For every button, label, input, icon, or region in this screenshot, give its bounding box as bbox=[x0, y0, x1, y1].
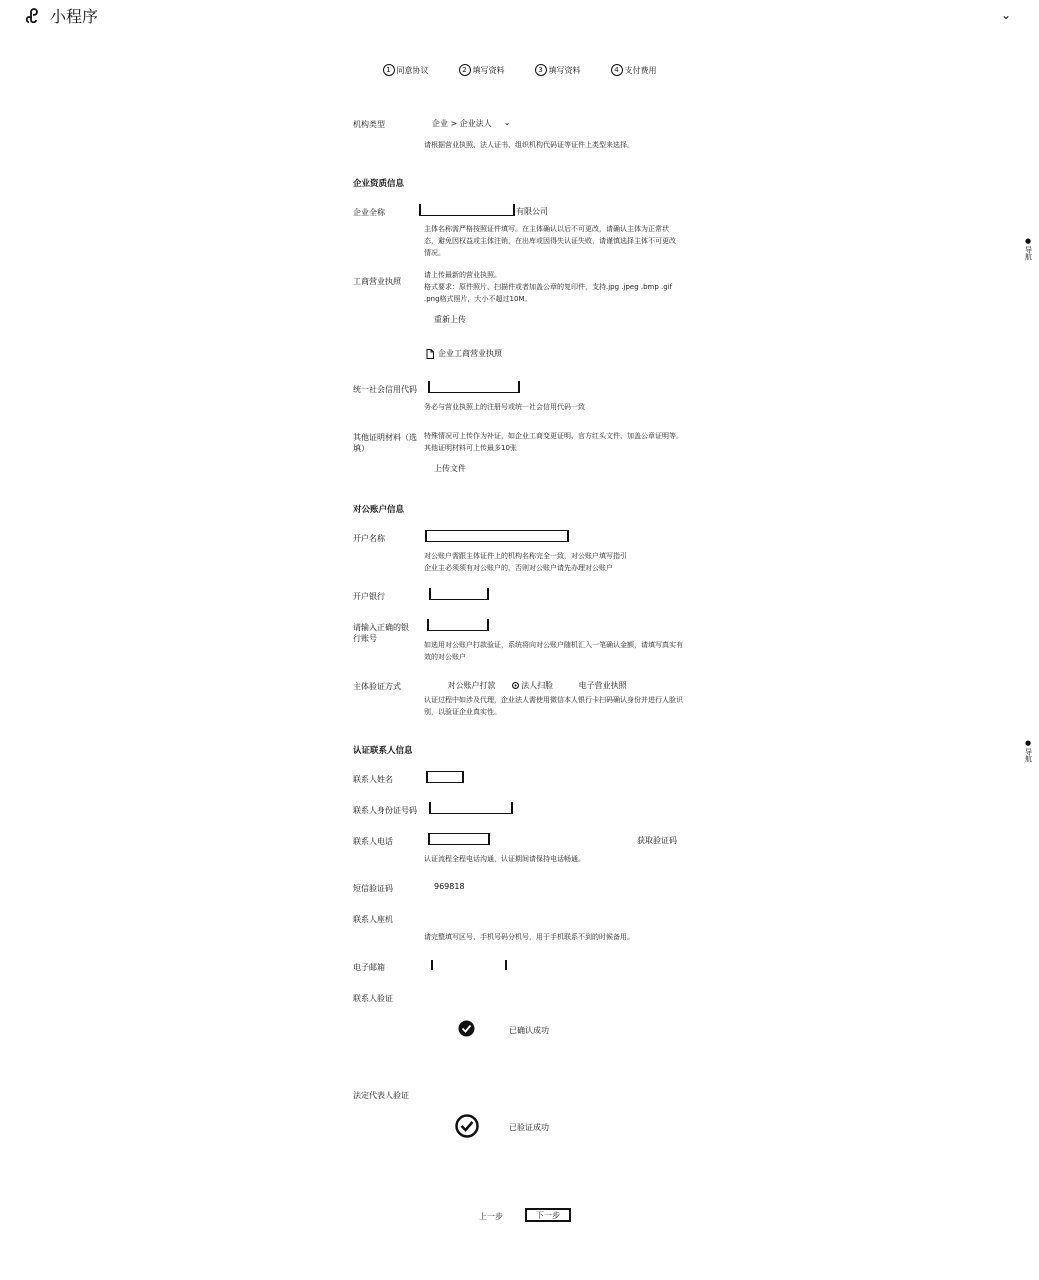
step-1 bbox=[383, 64, 429, 76]
check-circle-icon bbox=[458, 1020, 475, 1037]
radio-checked-icon bbox=[512, 682, 519, 689]
credit-code-help: 务必与营业执照上的注册号或统一社会信用代码一致 bbox=[424, 403, 585, 411]
credit-code-input[interactable] bbox=[428, 381, 520, 393]
email-input[interactable] bbox=[431, 960, 507, 970]
step-number: 4 bbox=[611, 64, 623, 76]
prev-step-button[interactable]: 上一步 bbox=[479, 1212, 503, 1221]
verify-option-transfer[interactable] bbox=[438, 680, 496, 691]
other-proof-label: 其他证明材料（选填） bbox=[353, 433, 417, 453]
account-name-label: 开户名称 bbox=[353, 534, 385, 543]
step-number: 1 bbox=[383, 64, 395, 76]
account-name-input[interactable] bbox=[425, 530, 569, 542]
verify-option-label: 对公账户打款 bbox=[447, 681, 496, 690]
company-name-input[interactable] bbox=[419, 204, 515, 216]
account-name-help bbox=[424, 550, 686, 574]
contact-phone-label: 联系人电话 bbox=[353, 837, 393, 846]
company-name-suffix: 有限公司 bbox=[516, 207, 548, 216]
legal-verify-status: 已验证成功 bbox=[509, 1123, 549, 1132]
account-number-label: 请输入正确的银行账号 bbox=[353, 623, 409, 643]
step-label: 填写资料 bbox=[548, 65, 581, 75]
landline-label: 联系人座机 bbox=[353, 915, 393, 924]
step-label: 支付费用 bbox=[624, 65, 657, 75]
app-brand bbox=[24, 4, 98, 27]
verify-method-help: 认证过程中如涉及代理，企业法人需使用微信本人银行卡扫码确认身份并进行人脸识别，以验证企业真实性。 bbox=[424, 696, 683, 716]
step-label: 同意协议 bbox=[396, 65, 429, 75]
other-proof-help: 特殊情况可上传作为补证，如企业工商变更证明、官方红头文件、加盖公章证明等。其他证明材料可上传最多10张 bbox=[424, 432, 683, 452]
step-2 bbox=[459, 64, 505, 76]
bank-label: 开户银行 bbox=[353, 592, 385, 601]
company-name-help: 主体名称需严格按照证件填写。在主体确认以后不可更改，请确认主体为正常状态，避免因权益或主体注销，在出库或因得失认证失败，请谨慎选择主体不可更改情况。 bbox=[424, 225, 676, 257]
org-type-select[interactable] bbox=[432, 118, 511, 129]
org-type-label: 机构类型 bbox=[353, 120, 385, 129]
qualification-section-title: 企业资质信息 bbox=[353, 179, 405, 189]
contact-phone-help: 认证流程全程电话沟通，认证期间请保持电话畅通。 bbox=[424, 855, 585, 863]
contact-verify-status: 已确认成功 bbox=[509, 1026, 549, 1035]
license-help-line2: 格式要求：原件照片、扫描件或者加盖公章的复印件，支持.jpg .jpeg .bmp .gif .png格式照片，大小不超过10M。 bbox=[424, 283, 673, 303]
miniprogram-logo-icon bbox=[24, 6, 44, 26]
next-step-button[interactable]: 下一步 bbox=[525, 1208, 571, 1222]
side-nav-label: 导航 bbox=[1024, 748, 1033, 762]
verify-option-face[interactable] bbox=[512, 680, 554, 691]
contact-id-label: 联系人身份证号码 bbox=[353, 806, 417, 815]
license-help-line1: 请上传最新的营业执照。 bbox=[424, 271, 501, 279]
circle-icon: ● bbox=[1024, 739, 1032, 747]
company-name-label: 企业全称 bbox=[353, 208, 385, 217]
account-name-help-line1: 对公账户需跟主体证件上的机构名称完全一致，对公账户填写指引 bbox=[424, 552, 627, 560]
contact-name-label: 联系人姓名 bbox=[353, 775, 393, 784]
verify-option-elicense[interactable] bbox=[569, 680, 627, 691]
file-icon bbox=[426, 349, 434, 359]
step-3 bbox=[535, 64, 581, 76]
account-number-input[interactable] bbox=[427, 619, 489, 631]
contact-name-input[interactable] bbox=[426, 771, 464, 783]
verify-option-label: 电子营业执照 bbox=[578, 681, 627, 690]
app-title: 小程序 bbox=[50, 7, 99, 26]
bank-input[interactable] bbox=[429, 588, 489, 600]
step-label: 填写资料 bbox=[472, 65, 505, 75]
upload-file-button[interactable]: 上传文件 bbox=[434, 464, 466, 473]
side-nav-label: 导航 bbox=[1024, 246, 1033, 260]
step-indicator bbox=[0, 64, 1039, 76]
step-number: 3 bbox=[535, 64, 547, 76]
account-name-help-line2: 企业主必须须有对公账户的，否则对公账户请先办理对公账户 bbox=[424, 564, 613, 572]
contact-verify-label: 联系人验证 bbox=[353, 994, 393, 1003]
check-circle-icon bbox=[455, 1114, 479, 1138]
chevron-down-icon[interactable]: ⌄ bbox=[1000, 8, 1011, 22]
verify-option-label: 法人扫脸 bbox=[521, 681, 554, 690]
reupload-button[interactable]: 重新上传 bbox=[434, 315, 466, 324]
verify-method-options bbox=[438, 680, 627, 691]
uploaded-file[interactable] bbox=[426, 348, 502, 359]
side-nav-2[interactable] bbox=[1021, 739, 1035, 762]
circle-icon: ● bbox=[1024, 237, 1032, 245]
org-type-value: 企业 > 企业法人 bbox=[432, 119, 492, 128]
org-type-help: 请根据营业执照、法人证书、组织机构代码证等证件上类型来选择。 bbox=[424, 141, 634, 149]
verify-method-label: 主体验证方式 bbox=[353, 682, 401, 691]
business-license-label: 工商营业执照 bbox=[353, 277, 401, 286]
chevron-down-icon: ⌄ bbox=[503, 118, 511, 127]
sms-code-input[interactable]: 969818 bbox=[434, 882, 465, 891]
uploaded-file-name: 企业工商营业执照 bbox=[438, 349, 502, 358]
contact-section-title: 认证联系人信息 bbox=[353, 746, 413, 756]
account-number-help: 如选用对公账户打款验证，系统将向对公账户随机汇入一笔确认金额，请填写真实有效的对公账户 bbox=[424, 641, 683, 661]
sms-code-label: 短信验证码 bbox=[353, 884, 393, 893]
credit-code-label: 统一社会信用代码 bbox=[353, 385, 417, 394]
side-nav-1[interactable] bbox=[1021, 237, 1035, 260]
email-label: 电子邮箱 bbox=[353, 963, 385, 972]
step-4 bbox=[611, 64, 657, 76]
legal-verify-label: 法定代表人验证 bbox=[353, 1091, 409, 1100]
account-section-title: 对公账户信息 bbox=[353, 505, 405, 515]
get-code-button[interactable]: 获取验证码 bbox=[637, 836, 677, 845]
step-number: 2 bbox=[459, 64, 471, 76]
business-license-help bbox=[424, 269, 686, 305]
landline-help: 请完整填写区号、手机号码分机号，用于手机联系不到的时候备用。 bbox=[424, 933, 634, 941]
contact-phone-input[interactable] bbox=[428, 833, 490, 845]
contact-id-input[interactable] bbox=[429, 802, 513, 814]
